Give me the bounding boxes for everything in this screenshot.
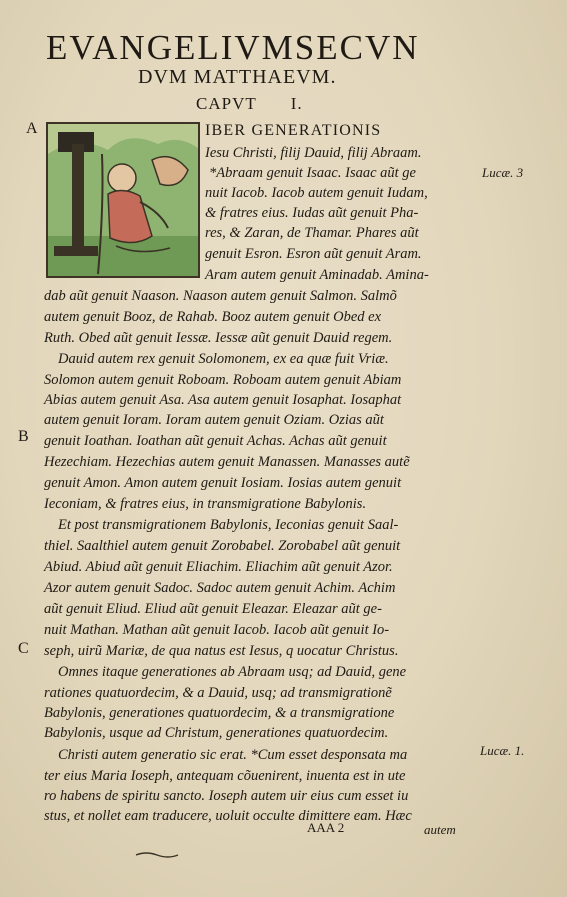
woodcut-illustration	[48, 124, 198, 276]
catchword: autem	[424, 822, 456, 837]
ornament-flourish-icon	[134, 850, 180, 860]
text-line: genuit Amon. Amon autem genuit Iosiam. Iosias autem genuit	[44, 475, 402, 491]
text-line: genuit Esron. Esron aũt genuit Aram.	[205, 246, 422, 262]
text-line: Babylonis, generationes quatuordecim, & a transmigratione	[44, 705, 395, 721]
text-line: Babylonis, usque ad Christum, generationes quatuordecim.	[44, 725, 389, 741]
text-line: dab aũt genuit Naason. Naason autem genuit Salmon. Salmõ	[44, 288, 397, 304]
margin-letter-a: A	[26, 120, 38, 137]
text-line: Ieconiam, & fratres eius, in transmigratione Babylonis.	[44, 496, 367, 512]
decorated-initial-woodcut	[46, 122, 200, 278]
text-line: Solomon autem genuit Roboam. Roboam autem genuit Abiam	[44, 372, 402, 388]
text-line: autem genuit Ioram. Ioram autem genuit Oziam. Ozias aũt	[44, 412, 384, 428]
text-line: Omnes itaque generationes ab Abraam usq; ad Dauid, gene	[58, 664, 407, 680]
text-line: seph, uirũ Mariæ, de qua natus est Iesus, q uocatur Christus.	[44, 643, 399, 659]
text-line: *Abraam genuit Isaac. Isaac aũt ge	[209, 165, 416, 181]
text-line: Dauid autem rex genuit Solomonem, ex ea quæ fuit Vriæ.	[58, 351, 389, 367]
text-line: Hezechiam. Hezechias autem genuit Manassen. Manasses autẽ	[44, 454, 410, 470]
margin-letter-c: C	[18, 640, 29, 657]
text-line: stus, et nollet eam traducere, uoluit occulte dimittere eam. Hæc	[44, 808, 412, 824]
opening-line: IBER GENERATIONIS	[205, 122, 382, 139]
text-line: Et post transmigrationem Babylonis, Ieconias genuit Saal-	[58, 517, 399, 533]
text-line: Ruth. Obed aũt genuit Iessæ. Iessæ aũt genuit Dauid regem.	[44, 330, 393, 346]
margin-letter-b: B	[18, 428, 29, 445]
page-title: EVANGELIVMSECVN	[46, 28, 420, 67]
text-line: genuit Ioathan. Ioathan aũt genuit Achas. Achas aũt genuit	[44, 433, 387, 449]
text-line: Aram autem genuit Aminadab. Amina-	[205, 267, 429, 283]
text-line: Azor autem genuit Sadoc. Sadoc autem genuit Achim. Achim	[44, 580, 396, 596]
text-line: aũt genuit Eliud. Eliud aũt genuit Eleazar. Eleazar aũt ge-	[44, 601, 382, 617]
text-line: Abias autem genuit Asa. Asa autem genuit Iosaphat. Iosaphat	[44, 392, 402, 408]
signature-mark: AAA 2	[307, 820, 345, 835]
text-line: & fratres eius. Iudas aũt genuit Pha-	[205, 205, 419, 221]
margin-note-luke-3: Lucæ. 3	[482, 165, 524, 180]
text-line: autem genuit Booz, de Rahab. Booz autem genuit Obed ex	[44, 309, 382, 325]
text-line: Iesu Christi, filij Dauid, filij Abraam.	[205, 145, 422, 161]
text-line: nuit Mathan. Mathan aũt genuit Iacob. Iacob aũt genuit Io-	[44, 622, 390, 638]
text-line: thiel. Saalthiel autem genuit Zorobabel. Zorobabel aũt genuit	[44, 538, 401, 554]
chapter-label: CAPVT	[196, 94, 257, 113]
chapter-heading	[196, 94, 303, 114]
margin-note-luke-1: Lucæ. 1.	[480, 743, 525, 758]
text-line: res, & Zaran, de Thamar. Phares aũt	[205, 225, 419, 241]
text-line: ter eius Maria Ioseph, antequam cõuenirent, inuenta est in ute	[44, 768, 406, 784]
text-line: Abiud. Abiud aũt genuit Eliachim. Eliachim aũt genuit Azor.	[44, 559, 393, 575]
chapter-number: I.	[290, 94, 303, 113]
page-subtitle: DVM MATTHAEVM.	[138, 66, 337, 88]
text-line: ro habens de spiritu sancto. Ioseph autem uir eius cum esset iu	[44, 788, 409, 804]
text-line: nuit Iacob. Iacob autem genuit Iudam,	[205, 185, 428, 201]
text-line: rationes quatuordecim, & a Dauid, usq; ad transmigrationẽ	[44, 685, 392, 701]
text-line: Christi autem generatio sic erat. *Cum esset desponsata ma	[58, 747, 408, 763]
